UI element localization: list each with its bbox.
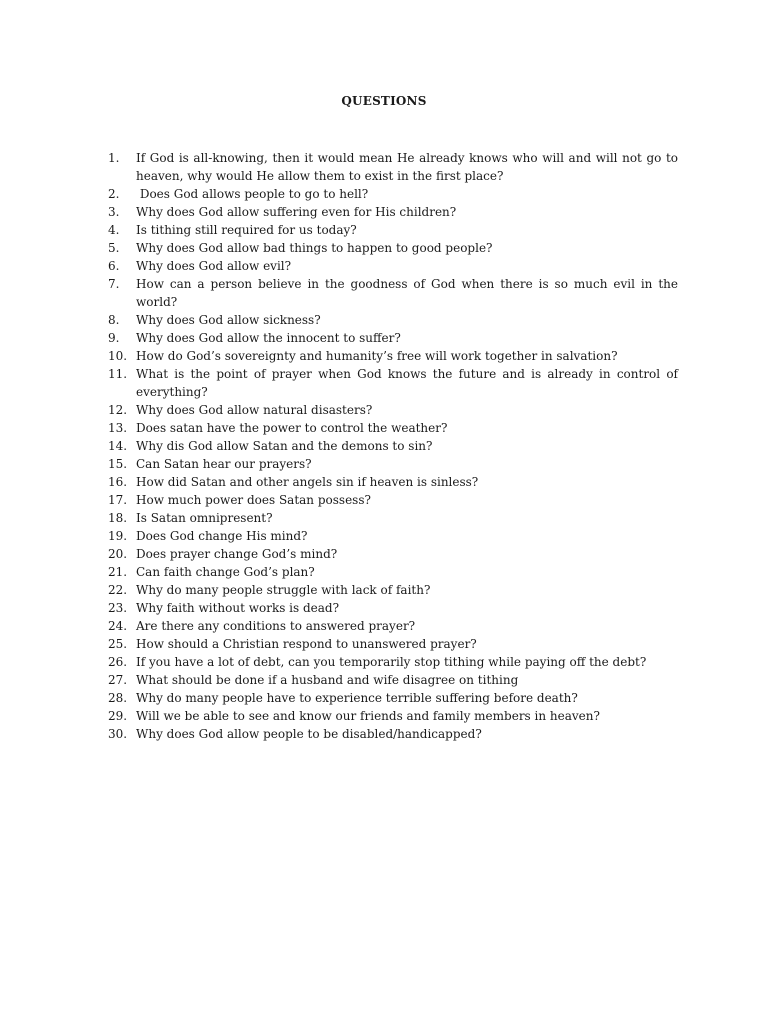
question-number: 5. <box>108 241 120 255</box>
question-item <box>108 635 678 653</box>
question-item <box>108 689 678 707</box>
question-text: Is tithing still required for us today? <box>136 223 357 237</box>
question-number: 26. <box>108 655 128 669</box>
question-item <box>108 239 678 257</box>
question-item <box>108 203 678 221</box>
question-text: Why do many people struggle with lack of faith? <box>136 583 431 597</box>
question-text: Will we be able to see and know our friends and family members in heaven? <box>136 709 600 723</box>
question-number: 22. <box>108 583 128 597</box>
question-number: 11. <box>108 367 128 381</box>
question-text: Why does God allow bad things to happen to good people? <box>136 241 493 255</box>
question-text: If you have a lot of debt, can you temporarily stop tithing while paying off the debt? <box>136 655 647 669</box>
question-number: 19. <box>108 529 128 543</box>
question-item <box>108 545 678 563</box>
page-title: QUESTIONS <box>341 94 427 108</box>
question-item <box>108 581 678 599</box>
question-item <box>108 185 678 203</box>
question-number: 28. <box>108 691 128 705</box>
question-item <box>108 599 678 617</box>
question-item <box>108 401 678 419</box>
question-text: How can a person believe in the goodness of God when there is so much evil in the world? <box>136 277 682 309</box>
question-item <box>108 419 678 437</box>
question-number: 12. <box>108 403 128 417</box>
question-text: Is Satan omnipresent? <box>136 511 273 525</box>
question-text: Why does God allow evil? <box>136 259 292 273</box>
question-item <box>108 149 682 185</box>
question-text: Why does God allow people to be disabled/handicapped? <box>136 727 482 741</box>
question-item <box>108 455 678 473</box>
question-number: 23. <box>108 601 128 615</box>
question-item <box>108 275 682 311</box>
question-text: Does prayer change God’s mind? <box>136 547 338 561</box>
question-text: Can faith change God’s plan? <box>136 565 315 579</box>
question-text: Why faith without works is dead? <box>136 601 340 615</box>
question-number: 24. <box>108 619 128 633</box>
question-item <box>108 257 678 275</box>
question-item <box>108 563 678 581</box>
question-item <box>108 707 678 725</box>
question-text: Why does God allow natural disasters? <box>136 403 373 417</box>
question-number: 30. <box>108 727 128 741</box>
question-item <box>108 329 678 347</box>
question-number: 2. <box>108 187 120 201</box>
question-number: 6. <box>108 259 120 273</box>
question-item <box>108 365 682 401</box>
question-number: 10. <box>108 349 128 363</box>
question-text: Why does God allow the innocent to suffer? <box>136 331 401 345</box>
question-item <box>108 509 678 527</box>
question-text: Why dis God allow Satan and the demons to sin? <box>136 439 433 453</box>
question-text: Can Satan hear our prayers? <box>136 457 312 471</box>
question-text: What is the point of prayer when God knows the future and is already in control of everything? <box>136 367 682 399</box>
question-item <box>108 347 678 365</box>
question-text: Why does God allow sickness? <box>136 313 321 327</box>
question-text: How should a Christian respond to unanswered prayer? <box>136 637 477 651</box>
question-text: How much power does Satan possess? <box>136 493 371 507</box>
question-text: How did Satan and other angels sin if heaven is sinless? <box>136 475 479 489</box>
question-number: 16. <box>108 475 128 489</box>
question-item <box>108 437 678 455</box>
question-item <box>108 221 678 239</box>
question-text: What should be done if a husband and wife disagree on tithing <box>136 673 519 687</box>
question-item <box>108 527 678 545</box>
question-text: Does satan have the power to control the weather? <box>136 421 448 435</box>
question-item <box>108 671 678 689</box>
question-number: 18. <box>108 511 128 525</box>
question-text: Why do many people have to experience terrible suffering before death? <box>136 691 578 705</box>
question-number: 7. <box>108 277 120 291</box>
question-item <box>108 311 678 329</box>
question-number: 21. <box>108 565 128 579</box>
question-item <box>108 725 678 743</box>
question-number: 1. <box>108 151 120 165</box>
question-number: 20. <box>108 547 128 561</box>
question-number: 4. <box>108 223 120 237</box>
questions-list <box>108 149 682 743</box>
question-number: 17. <box>108 493 128 507</box>
question-text: Does God change His mind? <box>136 529 308 543</box>
question-number: 29. <box>108 709 128 723</box>
question-number: 14. <box>108 439 128 453</box>
question-item <box>108 491 678 509</box>
question-item <box>108 473 678 491</box>
question-number: 9. <box>108 331 120 345</box>
question-number: 8. <box>108 313 120 327</box>
question-text: Does God allows people to go to hell? <box>136 187 369 201</box>
question-number: 25. <box>108 637 128 651</box>
question-number: 27. <box>108 673 128 687</box>
question-text: Why does God allow suffering even for His children? <box>136 205 457 219</box>
question-number: 3. <box>108 205 120 219</box>
question-number: 15. <box>108 457 128 471</box>
question-text: Are there any conditions to answered prayer? <box>136 619 416 633</box>
question-item <box>108 653 678 671</box>
question-text: If God is all-knowing, then it would mean He already knows who will and will not go to heaven, why would He allow them to exist in the first place? <box>136 151 682 183</box>
question-item <box>108 617 678 635</box>
question-number: 13. <box>108 421 128 435</box>
question-text: How do God’s sovereignty and humanity’s free will work together in salvation? <box>136 349 618 363</box>
